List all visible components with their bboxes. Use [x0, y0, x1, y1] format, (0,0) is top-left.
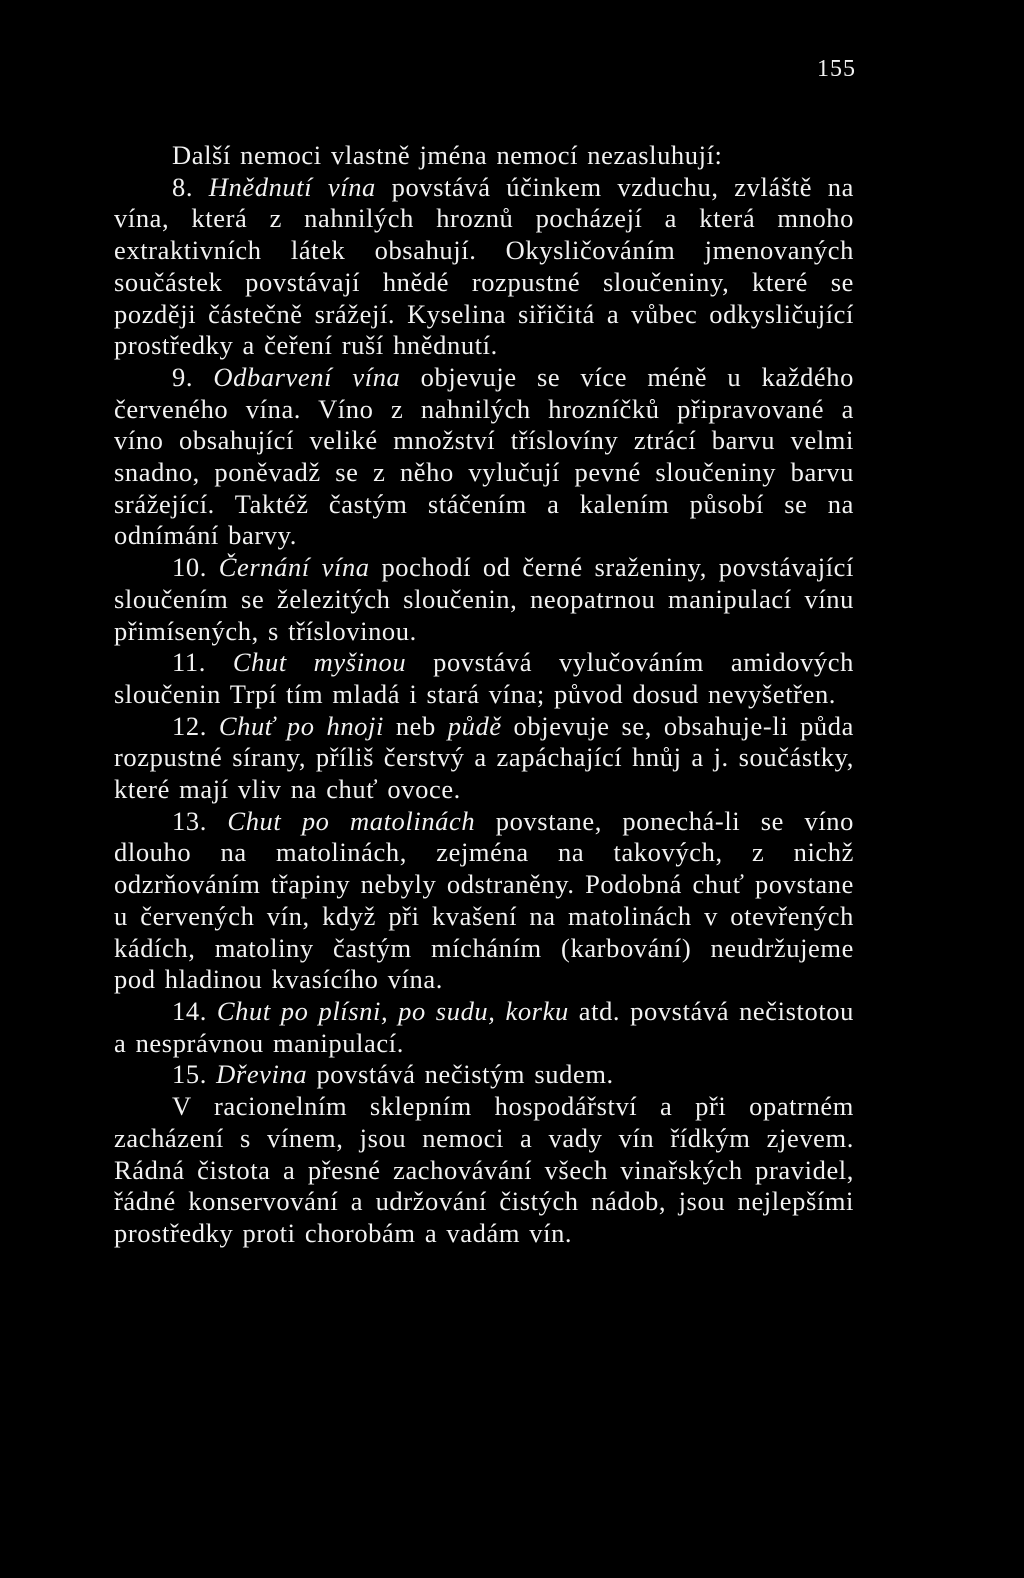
- item-number: 15.: [172, 1059, 207, 1090]
- item-term-secondary: půdě: [447, 710, 502, 741]
- item-number: 8.: [172, 171, 194, 202]
- intro-paragraph: Další nemoci vlastně jména nemocí nezasluhují:: [172, 140, 723, 170]
- item-text: objevuje se, obsahuje-li půda rozpustné sírany, příliš čerstvý a zapáchající hnůj a j. součástky, které mají vliv na chuť ovoce.: [114, 710, 854, 805]
- item-number: 9.: [172, 361, 194, 392]
- item-term: Odbarvení vína: [213, 361, 401, 392]
- item-number: 11.: [172, 647, 206, 678]
- page-content: [114, 140, 854, 1250]
- item-term: Černání vína: [218, 552, 370, 583]
- item-connector: neb: [383, 710, 448, 741]
- paragraph-10: [114, 552, 854, 647]
- paragraph-12: [114, 711, 854, 806]
- item-term: Chut po plísni, po sudu, korku: [216, 995, 569, 1026]
- item-number: 13.: [172, 805, 207, 836]
- item-text: povstane, ponechá-li se víno dlouho na matolinách, zejména na takových, z nichž odzrňováním třapiny nebyly odstraněny. Podobná chuť povstane u červených vín, když při kvašení na matolinách v otevřených kádích, matoliny častým mícháním (karbování) neudržujeme pod hladinou kvasícího vína.: [114, 805, 854, 995]
- item-number: 12.: [172, 710, 207, 741]
- item-text: atd. povstává nečistotou a nesprávnou manipulací.: [114, 995, 854, 1058]
- paragraph-14: [114, 996, 854, 1059]
- item-number: 14.: [172, 995, 207, 1026]
- page-number: 155: [817, 56, 856, 82]
- paragraph-11: [114, 647, 854, 710]
- paragraph-8: [114, 172, 854, 362]
- item-number: 10.: [172, 552, 207, 583]
- item-text: objevuje se více méně u každého červeného vína. Víno z nahnilých hrozníčků připravované a víno obsahující veliké množství tříslovíny ztrácí barvu velmi snadno, poněvadž se z něho vylučují pevné sloučeniny barvu srážející. Taktéž častým stáčením a kalením působí se na odnímání barvy.: [114, 361, 854, 551]
- item-term: Chuť po hnoji: [218, 710, 384, 741]
- item-text: povstává účinkem vzduchu, zvláště na vína, která z nahnilých hroznů pocházejí a která mnoho extraktivních látek obsahují. Okysličováním jmenovaných součástek povstávají hnědé rozpustné sloučeniny, které se později částečně srážejí. Kyselina siřičitá a vůbec odkysličující prostředky a čeření ruší hnědnutí.: [114, 171, 854, 361]
- closing-paragraph: V racionelním sklepním hospodářství a při opatrném zacházení s vínem, jsou nemoci a vady vín řídkým zjevem. Rádná čistota a přesné zachovávání všech vinařských pravidel, řádné konservování a udržování čistých nádob, jsou nejlepšími prostředky proti chorobám a vadám vín.: [114, 1091, 854, 1248]
- item-text: pochodí od černé sraženiny, povstávající sloučením se železitých sloučenin, neopatrnou manipulací vínu přimísených, s tříslovinou.: [114, 552, 855, 646]
- paragraph-13: [114, 806, 854, 996]
- paragraph-9: [114, 362, 854, 552]
- item-term: Chut myšinou: [232, 647, 407, 678]
- item-term: Chut po matolinách: [227, 805, 476, 836]
- paragraph-15: [114, 1059, 854, 1091]
- item-term: Hnědnutí vína: [208, 171, 376, 202]
- item-term: Dřevina: [216, 1059, 308, 1090]
- item-text: povstává vylučováním amidových sloučenin Trpí tím mladá i stará vína; původ dosud nevyšetřen.: [114, 647, 854, 709]
- item-text: povstává nečistým sudem.: [307, 1059, 614, 1090]
